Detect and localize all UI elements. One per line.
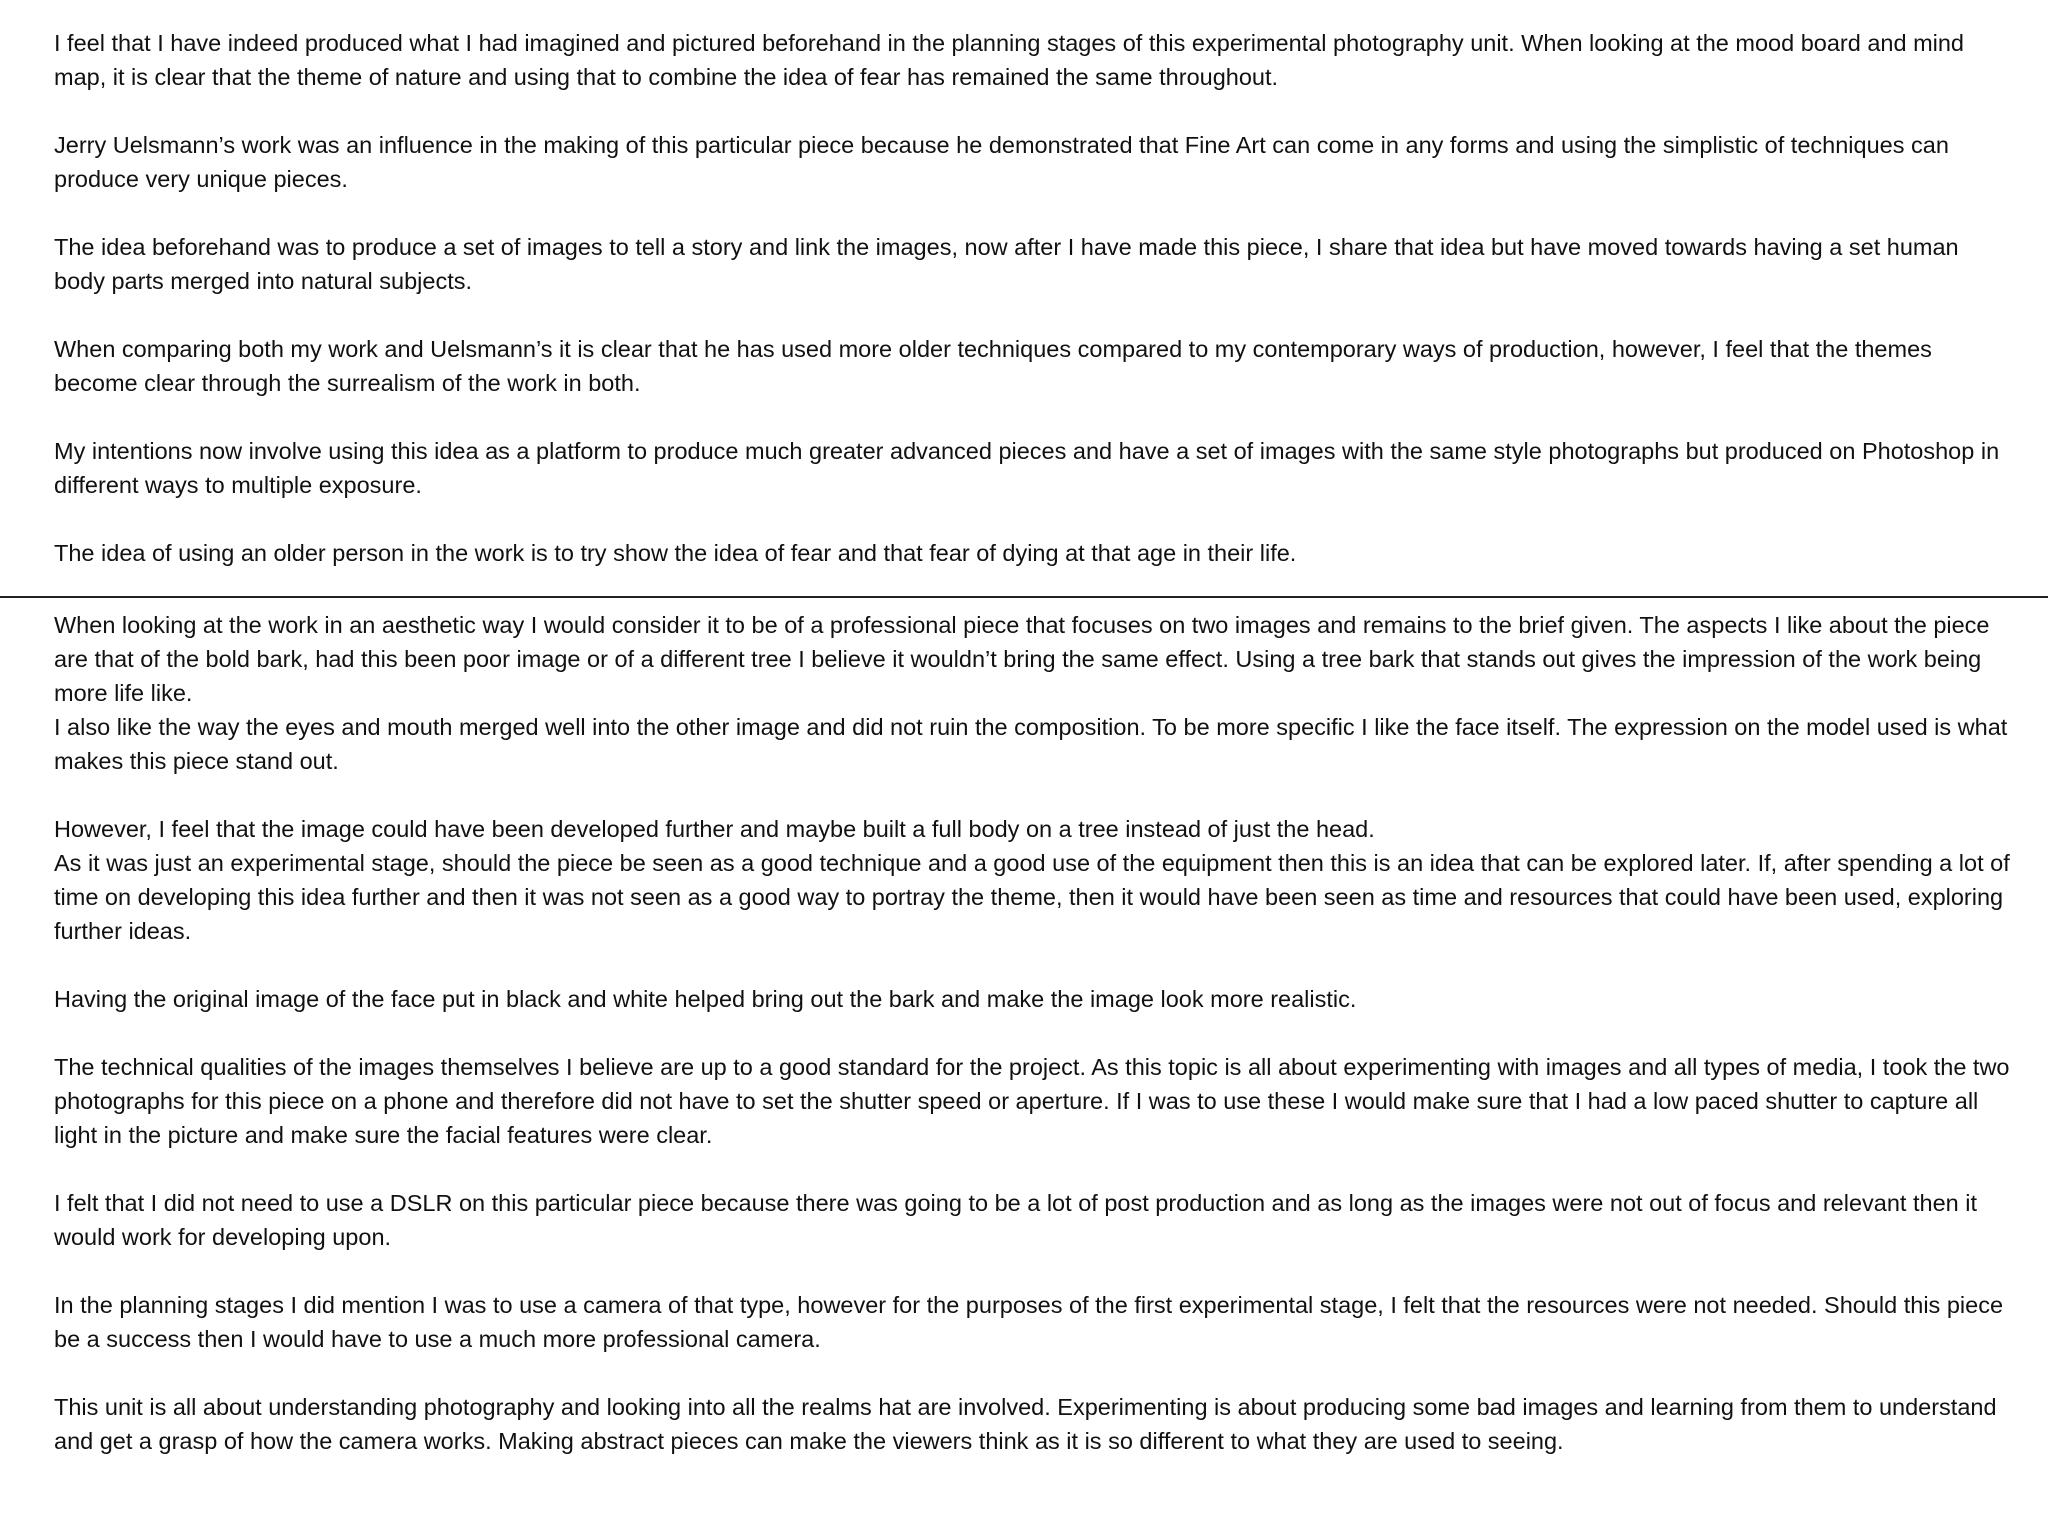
paragraph-older-person: The idea of using an older person in the work is to try show the idea of fear and that fear of dying at that age in their life.: [54, 540, 1297, 566]
paragraph-uelsmann-influence: Jerry Uelsmann’s work was an influence in the making of this particular piece because he demonstrated that Fine Art can come in any forms and using the simplistic of techniques can produce very unique pieces.: [54, 132, 1949, 192]
evaluation-intro-section: [54, 26, 2014, 570]
section-divider: [0, 596, 2048, 598]
paragraph-experimental-stage: As it was just an experimental stage, should the piece be seen as a good technique and a good use of the equipment then this is an idea that can be explored later. If, after spending a lot of time on developing this idea further and then it was not seen as a good way to portray the theme, then it would have been seen as time and resources that could have been used, exploring further ideas.: [54, 850, 2010, 944]
paragraph-intentions: My intentions now involve using this idea as a platform to produce much greater advanced pieces and have a set of images with the same style photographs but produced on Photoshop in different ways to multiple exposure.: [54, 438, 2000, 498]
paragraph-black-white: Having the original image of the face put in black and white helped bring out the bark and make the image look more realistic.: [54, 986, 1357, 1012]
paragraph-dslr: I felt that I did not need to use a DSLR on this particular piece because there was going to be a lot of post production and as long as the images were not out of focus and relevant then it would work for developing upon.: [54, 1190, 1977, 1250]
evaluation-analysis-section: [54, 608, 2014, 1458]
paragraph-planning: I feel that I have indeed produced what I had imagined and pictured beforehand in the planning stages of this experimental photography unit. When looking at the mood board and mind map, it is clear that the theme of nature and using that to combine the idea of fear has remained the same throughout.: [54, 30, 1965, 90]
paragraph-further-development: However, I feel that the image could have been developed further and maybe built a full body on a tree instead of just the head.: [54, 816, 1375, 842]
paragraph-original-idea: The idea beforehand was to produce a set of images to tell a story and link the images, now after I have made this piece, I share that idea but have moved towards having a set human body parts merged into natural subjects.: [54, 234, 1959, 294]
paragraph-eyes-mouth: I also like the way the eyes and mouth merged well into the other image and did not ruin the composition. To be more specific I like the face itself. The expression on the model used is what makes this piece stand out.: [54, 714, 2008, 774]
paragraph-technical-qualities: The technical qualities of the images themselves I believe are up to a good standard for the project. As this topic is all about experimenting with images and all types of media, I took the two photographs for this piece on a phone and therefore did not have to set the shutter speed or aperture. If I was to use these I would make sure that I had a low paced shutter to capture all light in the picture and make sure the facial features were clear.: [54, 1054, 2010, 1148]
paragraph-camera-planning: In the planning stages I did mention I was to use a camera of that type, however for the purposes of the first experimental stage, I felt that the resources were not needed. Should this piece be a success then I would have to use a much more professional camera.: [54, 1292, 2004, 1352]
paragraph-aesthetic: When looking at the work in an aesthetic way I would consider it to be of a professional piece that focuses on two images and remains to the brief given. The aspects I like about the piece are that of the bold bark, had this been poor image or of a different tree I believe it wouldn’t bring the same effect. Using a tree bark that stands out gives the impression of the work being more life like.: [54, 612, 1990, 706]
paragraph-comparison: When comparing both my work and Uelsmann’s it is clear that he has used more older techniques compared to my contemporary ways of production, however, I feel that the themes become clear through the surrealism of the work in both.: [54, 336, 1932, 396]
paragraph-unit-summary: This unit is all about understanding photography and looking into all the realms hat are involved. Experimenting is about producing some bad images and learning from them to understand and get a grasp of how the camera works. Making abstract pieces can make the viewers think as it is so different to what they are used to seeing.: [54, 1394, 1997, 1454]
